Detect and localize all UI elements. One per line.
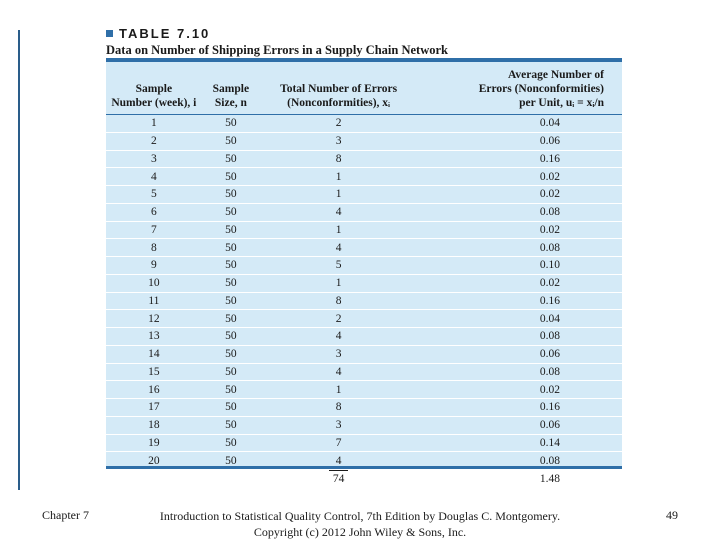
total-errors-cell: 1 xyxy=(260,186,417,204)
total-errors-cell: 4 xyxy=(260,203,417,221)
sample-number-cell: 20 xyxy=(106,452,202,470)
table-row xyxy=(106,186,622,204)
table-totals-row xyxy=(106,470,622,488)
sample-size-cell: 50 xyxy=(202,203,260,221)
sample-number-cell: 14 xyxy=(106,345,202,363)
table-row xyxy=(106,221,622,239)
header-total-errors: Total Number of Errors (Nonconformities), xᵢ xyxy=(260,62,417,115)
sample-number-cell: 15 xyxy=(106,363,202,381)
table-row xyxy=(106,345,622,363)
total-errors-cell: 5 xyxy=(260,257,417,275)
average-errors-cell: 0.06 xyxy=(417,345,622,363)
total-errors-cell: 3 xyxy=(260,416,417,434)
table-row xyxy=(106,310,622,328)
sample-number-cell: 3 xyxy=(106,150,202,168)
data-table-panel xyxy=(106,58,622,485)
sample-number-cell: 7 xyxy=(106,221,202,239)
page-number: 49 xyxy=(666,508,678,522)
table-row xyxy=(106,416,622,434)
sample-number-cell: 19 xyxy=(106,434,202,452)
average-errors-cell: 0.06 xyxy=(417,132,622,150)
header-sample-size: Sample Size, n xyxy=(202,62,260,115)
total-errors-cell: 2 xyxy=(260,115,417,133)
footer-citation-line1: Introduction to Statistical Quality Control, 7th Edition by Douglas C. Montgomery. xyxy=(159,509,561,523)
sample-number-cell: 18 xyxy=(106,416,202,434)
average-errors-cell: 0.10 xyxy=(417,257,622,275)
average-errors-cell: 0.14 xyxy=(417,434,622,452)
table-heading xyxy=(106,26,448,58)
table-row xyxy=(106,203,622,221)
sample-size-cell: 50 xyxy=(202,274,260,292)
sample-size-cell: 50 xyxy=(202,239,260,257)
total-errors-cell: 8 xyxy=(260,399,417,417)
total-average: 1.48 xyxy=(539,472,560,485)
table-row xyxy=(106,274,622,292)
sample-number-cell: 9 xyxy=(106,257,202,275)
sample-number-cell: 4 xyxy=(106,168,202,186)
sample-size-cell: 50 xyxy=(202,221,260,239)
square-bullet-icon xyxy=(106,30,113,37)
sample-size-cell: 50 xyxy=(202,381,260,399)
average-errors-cell: 0.04 xyxy=(417,310,622,328)
average-errors-cell: 0.08 xyxy=(417,452,622,470)
left-accent-rule xyxy=(18,30,20,490)
table-row xyxy=(106,168,622,186)
sample-number-cell: 12 xyxy=(106,310,202,328)
average-errors-cell: 0.08 xyxy=(417,239,622,257)
table-row xyxy=(106,328,622,346)
total-errors-cell: 4 xyxy=(260,363,417,381)
average-errors-cell: 0.16 xyxy=(417,399,622,417)
table-row xyxy=(106,132,622,150)
table-number-text: TABLE 7.10 xyxy=(119,26,211,41)
sample-size-cell: 50 xyxy=(202,345,260,363)
table-row xyxy=(106,150,622,168)
sample-number-cell: 11 xyxy=(106,292,202,310)
table-row xyxy=(106,381,622,399)
shipping-errors-table xyxy=(106,62,622,487)
total-errors-cell: 4 xyxy=(260,452,417,470)
total-errors-cell: 1 xyxy=(260,168,417,186)
sample-size-cell: 50 xyxy=(202,132,260,150)
total-errors-cell: 7 xyxy=(260,434,417,452)
sample-size-cell: 50 xyxy=(202,434,260,452)
header-average-errors: Average Number of Errors (Nonconformities) per Unit, uᵢ = xᵢ/n xyxy=(417,62,622,115)
sample-number-cell: 1 xyxy=(106,115,202,133)
total-errors-cell: 1 xyxy=(260,221,417,239)
average-errors-cell: 0.16 xyxy=(417,150,622,168)
sample-size-cell: 50 xyxy=(202,168,260,186)
total-errors: 74 xyxy=(260,470,417,488)
total-errors-cell: 3 xyxy=(260,345,417,363)
average-errors-cell: 0.08 xyxy=(417,328,622,346)
sample-size-cell: 50 xyxy=(202,186,260,204)
average-errors-cell: 0.06 xyxy=(417,416,622,434)
footer-citation xyxy=(150,508,570,540)
average-errors-cell: 0.08 xyxy=(417,203,622,221)
sample-size-cell: 50 xyxy=(202,257,260,275)
sample-size-cell: 50 xyxy=(202,363,260,381)
total-errors-cell: 8 xyxy=(260,292,417,310)
sample-size-cell: 50 xyxy=(202,328,260,346)
sample-number-cell: 2 xyxy=(106,132,202,150)
average-errors-cell: 0.04 xyxy=(417,115,622,133)
table-row xyxy=(106,434,622,452)
total-errors-cell: 4 xyxy=(260,239,417,257)
footer-chapter: Chapter 7 xyxy=(42,508,89,522)
table-number xyxy=(106,26,448,41)
average-errors-cell: 0.02 xyxy=(417,381,622,399)
average-errors-cell: 0.02 xyxy=(417,168,622,186)
table-row xyxy=(106,452,622,470)
sample-size-cell: 50 xyxy=(202,310,260,328)
average-errors-cell: 0.16 xyxy=(417,292,622,310)
table-row xyxy=(106,257,622,275)
sample-size-cell: 50 xyxy=(202,399,260,417)
sample-number-cell: 10 xyxy=(106,274,202,292)
table-row xyxy=(106,115,622,133)
total-errors-cell: 8 xyxy=(260,150,417,168)
sample-number-cell: 16 xyxy=(106,381,202,399)
table-row xyxy=(106,292,622,310)
sample-size-cell: 50 xyxy=(202,150,260,168)
sample-number-cell: 5 xyxy=(106,186,202,204)
table-caption: Data on Number of Shipping Errors in a Supply Chain Network xyxy=(106,43,448,57)
header-sample-number: Sample Number (week), i xyxy=(106,62,202,115)
total-errors-cell: 1 xyxy=(260,274,417,292)
table-header-row xyxy=(106,62,622,115)
table-body xyxy=(106,115,622,488)
sample-size-cell: 50 xyxy=(202,452,260,470)
sample-number-cell: 13 xyxy=(106,328,202,346)
sample-size-cell: 50 xyxy=(202,292,260,310)
average-errors-cell: 0.02 xyxy=(417,221,622,239)
total-errors-cell: 2 xyxy=(260,310,417,328)
footer-citation-line2: Copyright (c) 2012 John Wiley & Sons, Inc. xyxy=(253,525,467,539)
average-errors-cell: 0.02 xyxy=(417,186,622,204)
sample-number-cell: 8 xyxy=(106,239,202,257)
total-errors-cell: 1 xyxy=(260,381,417,399)
table-row xyxy=(106,399,622,417)
total-errors-cell: 3 xyxy=(260,132,417,150)
sample-size-cell: 50 xyxy=(202,115,260,133)
sample-number-cell: 17 xyxy=(106,399,202,417)
table-row xyxy=(106,363,622,381)
total-errors-cell: 4 xyxy=(260,328,417,346)
average-errors-cell: 0.02 xyxy=(417,274,622,292)
table-row xyxy=(106,239,622,257)
average-errors-cell: 0.08 xyxy=(417,363,622,381)
sample-size-cell: 50 xyxy=(202,416,260,434)
sample-number-cell: 6 xyxy=(106,203,202,221)
